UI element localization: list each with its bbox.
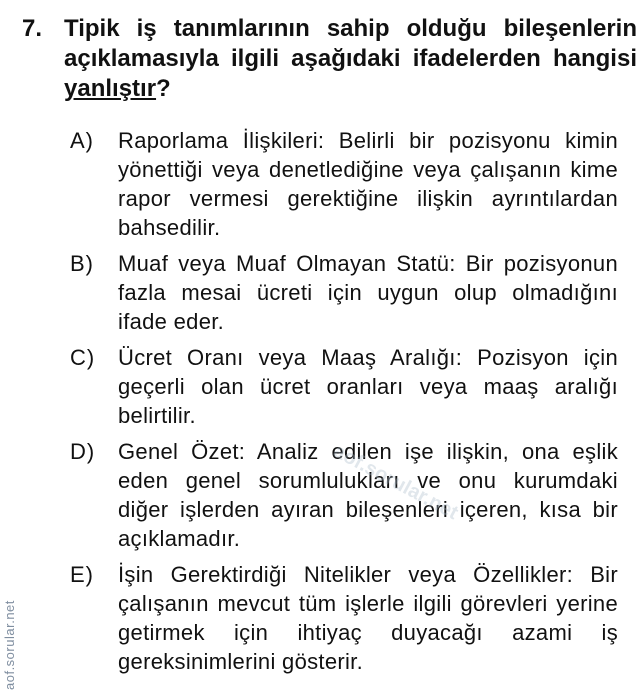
option-e[interactable]: [70, 560, 618, 676]
watermark-side: aof.sorular.net: [2, 600, 17, 690]
question-text: [64, 14, 637, 104]
watermark-center: aof.sorular.net: [329, 440, 462, 525]
option-letter: E): [70, 562, 94, 587]
answer-options: [70, 126, 618, 683]
option-a[interactable]: [70, 126, 618, 242]
question-number: 7.: [22, 15, 43, 42]
option-text: Raporlama İlişkileri: Belirli bir pozisyonu kimin yönettiği veya denetlediğine veya çalışanın kime rapor vermesi gerektiğine ilişkin ayrıntılardan bahsedilir.: [118, 128, 618, 240]
option-c[interactable]: [70, 343, 618, 430]
option-text: Muaf veya Muaf Olmayan Statü: Bir pozisyonun fazla mesai ücreti için uygun olup olmadığını ifade eder.: [118, 251, 618, 334]
option-text: Genel Özet: Analiz edilen işe ilişkin, ona eşlik eden genel sorumlulukları ve onu kurumdaki diğer işlerden ayıran bileşenleri içeren, kısa bir açıklamadır.: [118, 439, 618, 551]
option-text: Ücret Oranı veya Maaş Aralığı: Pozisyon için geçerli olan ücret oranları veya maaş aralığı belirtilir.: [118, 345, 618, 428]
question-text-end: ?: [156, 75, 171, 102]
option-letter: D): [70, 439, 96, 464]
option-letter: A): [70, 128, 94, 153]
option-letter: C): [70, 345, 96, 370]
option-text: İşin Gerektirdiği Nitelikler veya Özellikler: Bir çalışanın mevcut tüm işlerle ilgili görevleri yerine getirmek için ihtiyaç duyacağı azami iş gereksinimlerini gösterir.: [118, 562, 618, 674]
option-b[interactable]: [70, 249, 618, 336]
question-text-main: Tipik iş tanımlarının sahip olduğu bileşenlerin açıklamasıyla ilgili aşağıdaki ifadelerden hangisi: [64, 15, 637, 72]
option-letter: B): [70, 251, 94, 276]
question-text-emphasis: yanlıştır: [64, 75, 157, 102]
